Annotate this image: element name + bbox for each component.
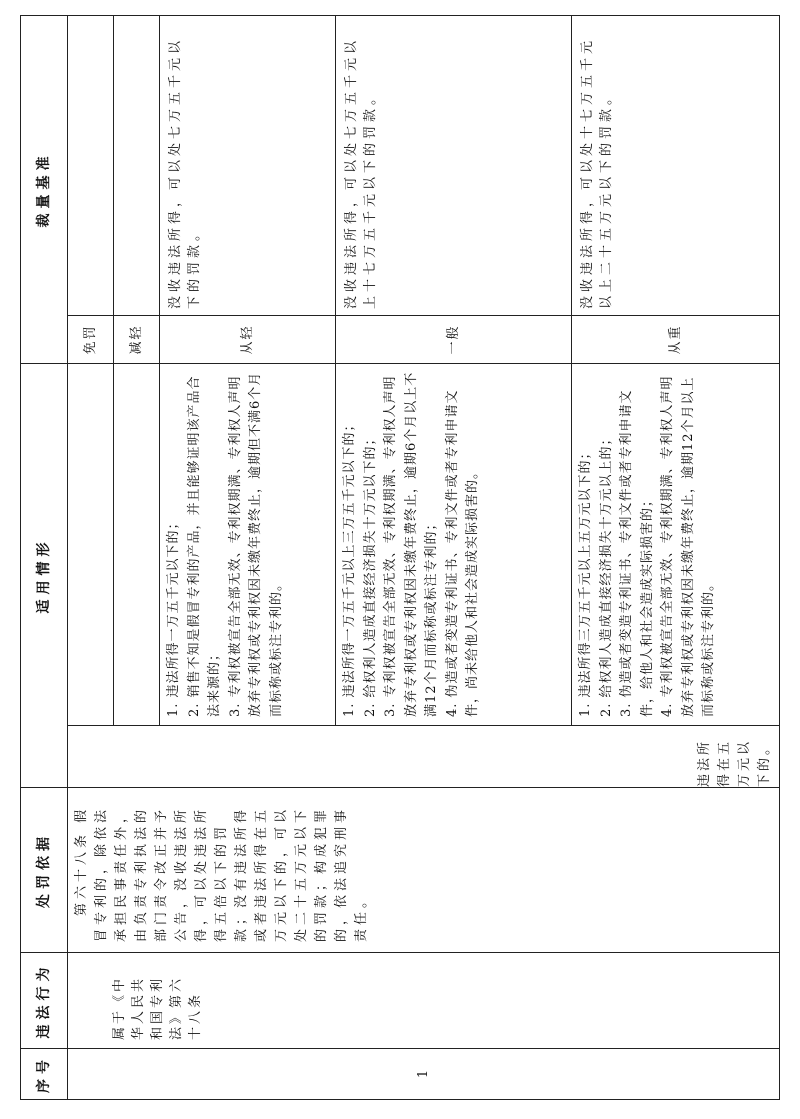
situation-item: 3. 专利权被宣告全部无效、专利权期满、专利权人声明放弃专利权或专利权因未缴年费终止，逾期但不满6个月而标称或标注专利的。 <box>227 371 284 717</box>
header-seq: 序号 <box>21 1049 68 1100</box>
level-general: 一般 <box>336 316 572 364</box>
level-reduced: 减轻 <box>114 316 160 364</box>
situation-cell-heavier <box>572 364 780 726</box>
standard-cell-reduced <box>114 16 160 316</box>
standard-cell-heavier: 没收违法所得，可以处十七万五千元以上二十五万元以下的罚款。 <box>572 16 780 316</box>
situation-cell-exempt <box>68 364 114 726</box>
behavior-cell: 属于《中华人民共和国专利法》第六十八条 <box>68 953 780 1049</box>
standard-cell-general: 没收违法所得，可以处七万五千元以上十七万五千元以下的罚款。 <box>336 16 572 316</box>
situation-item: 2. 销售不知是假冒专利的产品，并且能够证明该产品合法来源的； <box>186 375 222 717</box>
seq-cell: 1 <box>68 1049 780 1100</box>
level-lenient: 从轻 <box>160 316 336 364</box>
amount-condition-cell <box>68 726 780 788</box>
situation-item: 4. 伪造或者变造专利证书、专利文件或者专利申请文件，尚未给他人和社会造成实际损害的。 <box>444 389 480 717</box>
situation-cell-lenient <box>160 364 336 726</box>
level-exempt: 免罚 <box>68 316 114 364</box>
header-basis: 处罚依据 <box>21 788 68 953</box>
situation-cell-reduced <box>114 364 160 726</box>
amount-condition-text: 违法所得在五万元以下的。 <box>697 738 772 787</box>
rotated-table-wrapper <box>20 16 778 1100</box>
situation-item: 1. 违法所得一万五千元以下的； <box>166 515 181 717</box>
level-heavier: 从重 <box>572 316 780 364</box>
situation-item: 3. 伪造或者变造专利证书、专利文件或者专利申请文件，给他人和社会造成实际损害的； <box>619 389 655 717</box>
situation-item: 1. 违法所得一万五千元以上三万五千元以下的； <box>342 417 357 717</box>
header-standard: 裁量基准 <box>21 16 68 364</box>
basis-cell: 第六十八条 假冒专利的，除依法承担民事责任外，由负责专利执法的部门责令改正并予公告，没收违法所得，可以处违法所得五倍以下的罚款；没有违法所得或者违法所得在五万元以下的，可以处二十五万元以下的罚款；构成犯罪的，依法追究刑事责任。 <box>68 788 780 953</box>
situation-cell-general <box>336 364 572 726</box>
header-row <box>21 16 68 1100</box>
situation-item: 2. 给权利人造成直接经济损失十万元以上的； <box>598 431 614 717</box>
header-behavior: 违法行为 <box>21 953 68 1049</box>
header-situation: 适用情形 <box>21 364 68 788</box>
standard-cell-exempt <box>68 16 114 316</box>
situation-item: 2. 给权利人造成直接经济损失十万元以下的； <box>362 431 378 717</box>
table-row <box>68 16 114 1100</box>
situation-item: 4. 专利权被宣告全部无效、专利权期满、专利权人声明放弃专利权或专利权因未缴年费终止，逾期12个月以上而标称或标注专利的。 <box>660 375 716 717</box>
standard-cell-lenient: 没收违法所得，可以处七万五千元以下的罚款。 <box>160 16 336 316</box>
penalty-discretion-table <box>20 15 780 1100</box>
situation-item: 1. 违法所得三万五千元以上五万元以下的； <box>578 445 593 717</box>
situation-item: 3. 专利权被宣告全部无效、专利权期满、专利权人声明放弃专利权或专利权因未缴年费终止，逾期6个月以上不满12个月而标称或标注专利的； <box>383 371 439 717</box>
